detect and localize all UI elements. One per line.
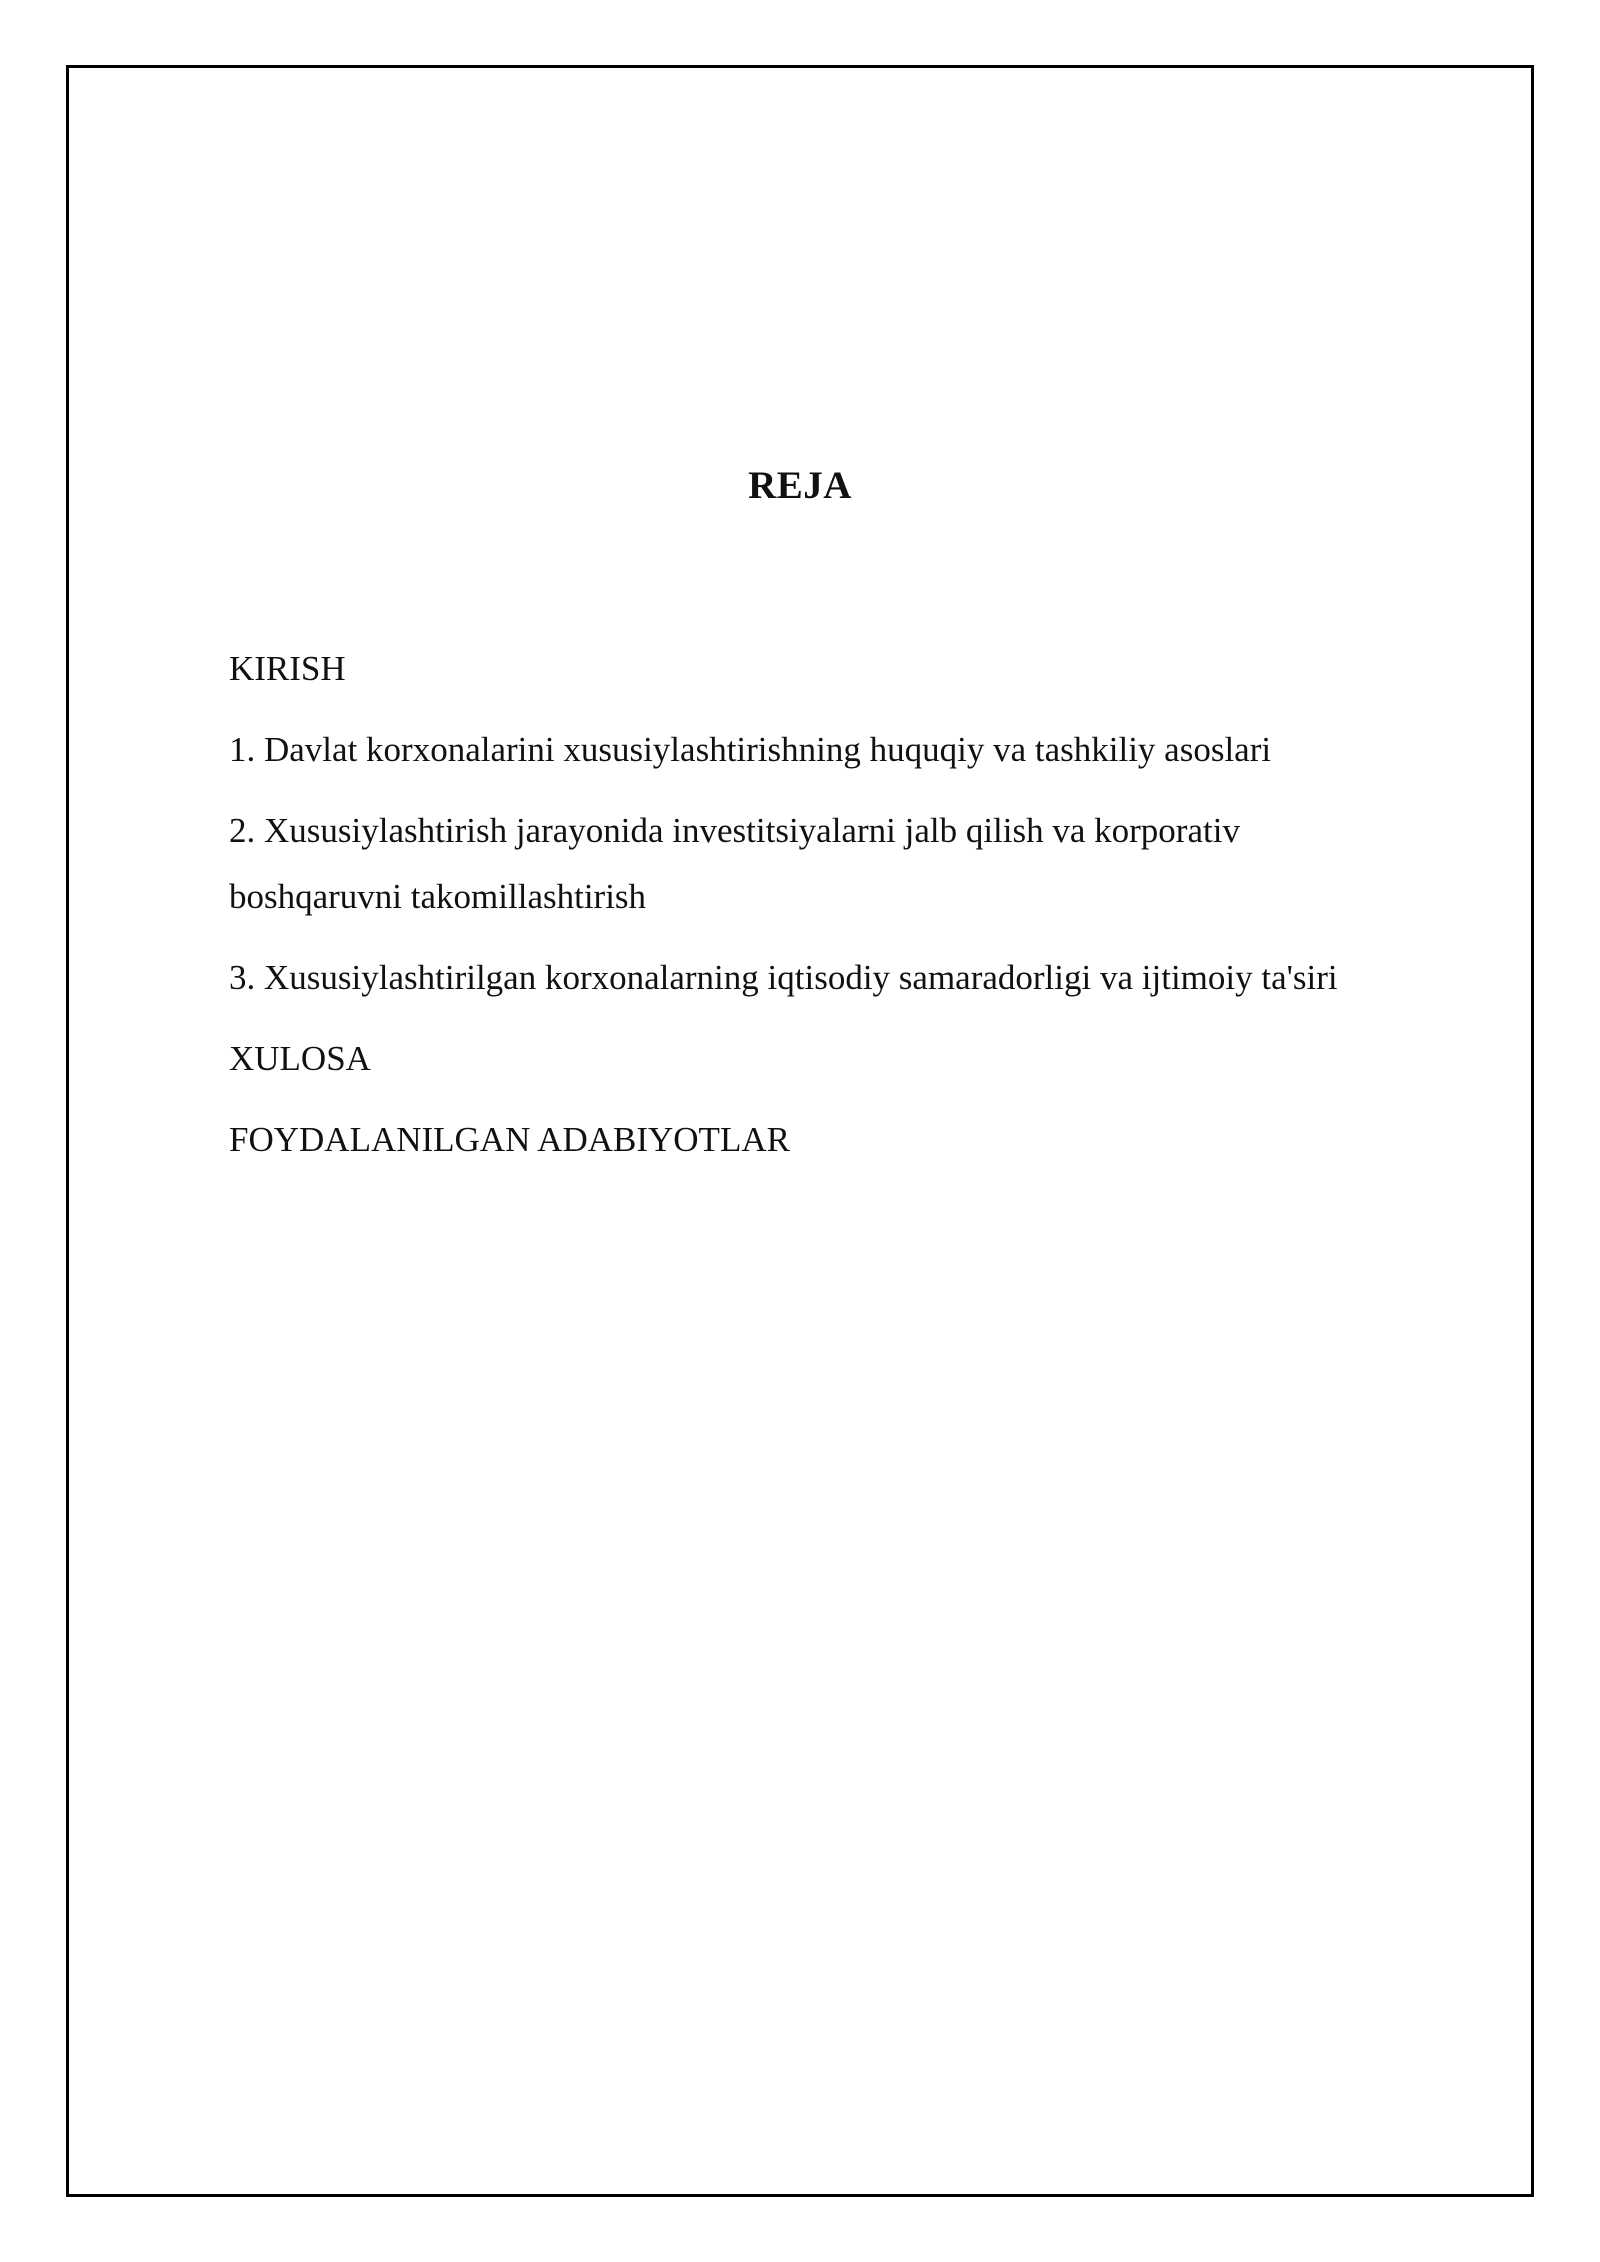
toc-item-2-line-2: boshqaruvni takomillashtirish <box>229 877 647 916</box>
toc-item-references: FOYDALANILGAN ADABIYOTLAR <box>229 1120 790 1159</box>
toc-item-2-line-1: 2. Xususiylashtirish jarayonida investitsiyalarni jalb qilish va korporativ <box>229 811 1240 850</box>
toc-item-intro: KIRISH <box>229 649 346 688</box>
toc-item-1: 1. Davlat korxonalarini xususiylashtirishning huquqiy va tashkiliy asoslari <box>229 730 1272 769</box>
page-title: REJA <box>748 464 852 507</box>
toc-item-conclusion: XULOSA <box>229 1039 371 1078</box>
table-of-contents <box>229 636 1479 1188</box>
toc-item-3: 3. Xususiylashtirilgan korxonalarning iqtisodiy samaradorligi va ijtimoiy ta'siri <box>229 958 1338 997</box>
